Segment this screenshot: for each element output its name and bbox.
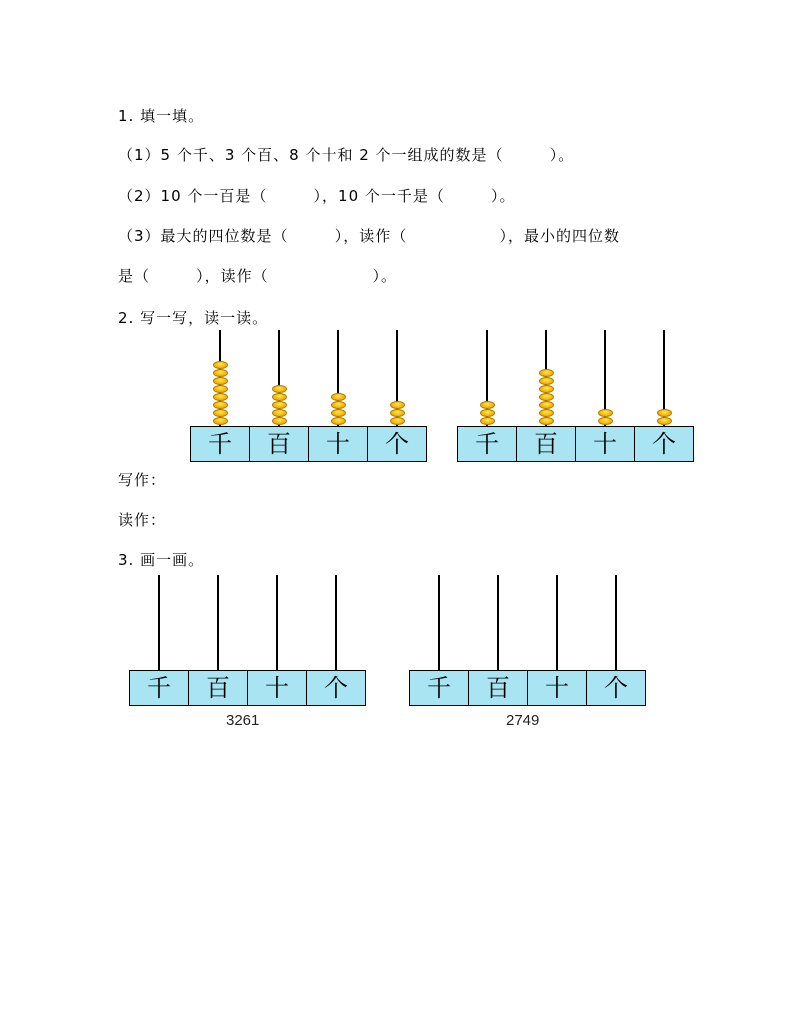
place-label: 千 <box>130 671 189 705</box>
abacus-bead <box>598 417 613 425</box>
abacus-bead <box>539 393 554 401</box>
abacus-bead <box>213 361 228 369</box>
abacus-bead <box>390 409 405 417</box>
abacus-rod <box>497 575 499 670</box>
place-label: 十 <box>576 427 635 461</box>
number-label-right: 2749 <box>506 712 540 729</box>
abacus-place-value-base <box>457 426 694 462</box>
place-label: 十 <box>309 427 368 461</box>
abacus-bead <box>390 401 405 409</box>
place-label: 千 <box>191 427 250 461</box>
section3-title: 3. 画一画。 <box>118 551 205 569</box>
question-1-3-line2: 是（ ），读作（ ）。 <box>118 267 397 285</box>
abacus-bead <box>480 401 495 409</box>
abacus-left <box>190 330 427 462</box>
place-label: 个 <box>652 430 676 458</box>
section2-title: 2. 写一写，读一读。 <box>118 309 269 327</box>
abacus-bead <box>390 417 405 425</box>
question-1-2: （2）10 个一百是（ ），10 个一千是（ ）。 <box>118 187 516 205</box>
abacus-bead <box>213 417 228 425</box>
abacus-bead <box>272 393 287 401</box>
write-label: 写作： <box>118 471 167 489</box>
abacus-rod <box>615 575 617 670</box>
abacus-place-value-base <box>190 426 427 462</box>
place-label: 百 <box>469 671 528 705</box>
section1-title: 1. 填一填。 <box>118 107 205 125</box>
abacus-rod <box>158 575 160 670</box>
abacus-draw-left <box>129 575 366 706</box>
abacus-bead <box>331 409 346 417</box>
abacus-rod <box>556 575 558 670</box>
abacus-bead <box>657 417 672 425</box>
abacus-bead <box>539 377 554 385</box>
abacus-draw-right <box>409 575 646 706</box>
abacus-bead <box>213 385 228 393</box>
abacus-bead <box>213 401 228 409</box>
abacus-bead <box>331 393 346 401</box>
place-label: 个 <box>385 430 409 458</box>
abacus-bead <box>480 409 495 417</box>
abacus-bead <box>213 393 228 401</box>
number-label-left: 3261 <box>226 712 260 729</box>
abacus-rod <box>217 575 219 670</box>
abacus-bead <box>598 409 613 417</box>
abacus-bead <box>331 401 346 409</box>
place-label: 百 <box>250 427 309 461</box>
abacus-bead <box>213 369 228 377</box>
question-1-1: （1）5 个千、3 个百、8 个十和 2 个一组成的数是（ ）。 <box>118 146 575 164</box>
place-label: 千 <box>458 427 517 461</box>
question-1-3-line1: （3）最大的四位数是（ ），读作（ ），最小的四位数 <box>118 227 620 245</box>
place-label: 千 <box>410 671 469 705</box>
abacus-bead <box>480 417 495 425</box>
abacus-place-value-base <box>129 670 366 706</box>
abacus-place-value-base <box>409 670 646 706</box>
abacus-rod <box>438 575 440 670</box>
abacus-right <box>457 330 694 462</box>
place-label: 个 <box>324 674 348 702</box>
abacus-bead <box>539 369 554 377</box>
abacus-bead <box>657 409 672 417</box>
abacus-bead <box>539 401 554 409</box>
read-label: 读作： <box>118 511 167 529</box>
place-label: 十 <box>248 671 307 705</box>
place-label: 个 <box>604 674 628 702</box>
abacus-bead <box>272 385 287 393</box>
abacus-bead <box>272 417 287 425</box>
abacus-bead <box>213 377 228 385</box>
abacus-bead <box>213 409 228 417</box>
abacus-bead <box>539 417 554 425</box>
place-label: 百 <box>189 671 248 705</box>
place-label: 百 <box>517 427 576 461</box>
abacus-bead <box>272 409 287 417</box>
abacus-rod <box>335 575 337 670</box>
abacus-bead <box>539 409 554 417</box>
abacus-bead <box>272 401 287 409</box>
place-label: 十 <box>528 671 587 705</box>
abacus-bead <box>539 385 554 393</box>
abacus-rod <box>276 575 278 670</box>
abacus-bead <box>331 417 346 425</box>
